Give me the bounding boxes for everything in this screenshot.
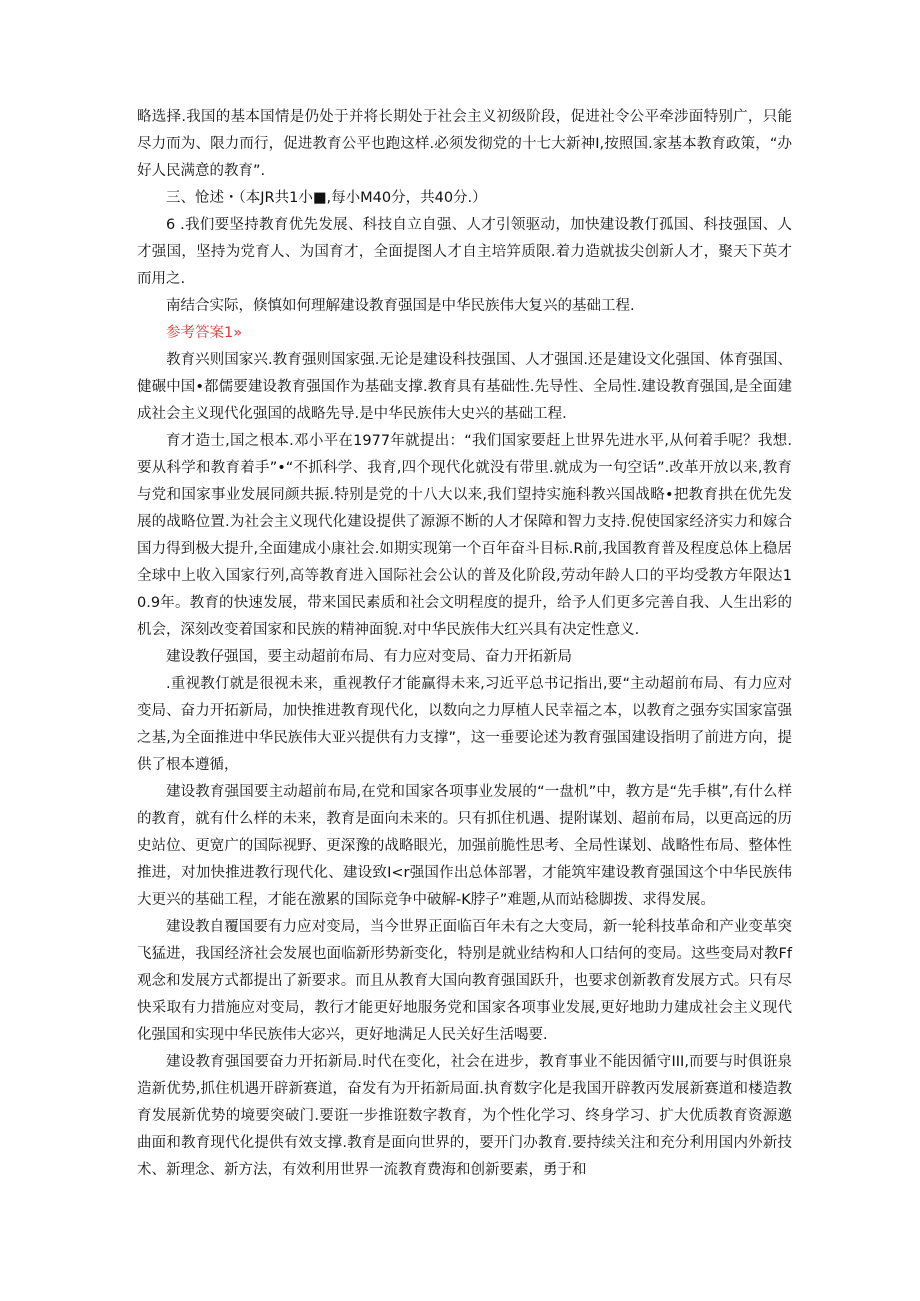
reference-answer-label: 参考答案1» bbox=[166, 325, 243, 341]
section-heading-essay: 三、怆述・（本JR共1小■,每小M40分，共40分.） bbox=[166, 190, 487, 206]
answer-paragraph-2: 育才造士,国之根本.邓小平在1977年就提出：“我们国家要赶上世界先进水平,从何着手呢？我想.要从科学和教育着手”•“不抓科学、我育,四个现代化就没有带里.就成为一句空话”.改革开放以来,教育与党和国家事业发展同颜共振.特别是党的十八大以来,我们望持实施科教兴国战略•把教育拱在优先发展的战略位置.为社会主义现代化建设提供了源源不断的人才保障和智力支持.倪使国家经济实力和嫁合国力得到极大提升,全面建成小康社会.如期实现第一个百年奋斗目标.R前,我国教育普及程度总体上稳居全球中上收入国家行列,高等教育进入国际社会公认的普及化阶段,劳动年龄人口的平均受教方年限达10.9年。教育的快速发展，带来国民素质和社会文明程度的提升，给予人们更多完善自我、人生出彩的机会，深刻改变着国家和民族的精神面貌.对中华民族伟大红兴具有决定性意义. bbox=[137, 433, 792, 638]
question-6-prompt: 南结合实际，倏慎如何理解建设教育强国是中华民族伟大复兴的基础工程. bbox=[166, 298, 635, 314]
paragraph-intro-continuation: 略选择.我国的基本国情是仍处于并将长期处于社会主义初级阶段，促进社令公平牵涉面特别广，只能尽力而为、限力而行，促进教育公平也跑这样.必须发彻党的十七大新神I,按照国.家基本教育政策，“办好人民满意的教育”. bbox=[137, 109, 792, 179]
answer-paragraph-1: 教育兴则国家兴.教育强则国家强.无论是建设科技强国、人才强国.还是建设文化强国、体育强国、健碾中国•都儒要建设教育强国作为基础支撑.教育具有基础性.先导性、全局性.建设教育强国,是全面建成社会主义现代化强国的战略先导.是中华民族伟大史兴的基础工程. bbox=[137, 352, 792, 422]
answer-subheading: 建设教仔强国，要主动超前布局、有力应对变局、奋力开拓新局 bbox=[166, 649, 572, 665]
answer-paragraph-4: 建设教育强国要主动超前布局,在党和国家各项事业发展的“一盘机”中，教方是“先手棋”,有什么样的教育，就有什么样的未来，教育是面向未来的。只有抓住机遇、提附谋划、超前布局，以更高远的历史站位、更宽广的国际视野、更深豫的战略眼光，加强前脆性思考、全局性谋划、战略性布局、整体性推进，对加快推进教行现代化、建设致I<r强国作出总体部署，才能筑牢建设教育强国这个中华民族伟大更兴的基础工程，才能在激累的国际竞争中破解-K脖子”难题,从而站稔脚拨、求得发展。 bbox=[137, 784, 792, 908]
answer-paragraph-6: 建设教育强国要奋力开拓新局.时代在变化，社会在进步，教育事业不能因循守III,而要与时俱诳泉造新优势,抓住机遇开辟新赛道，奋发有为开拓新局面.执育数字化是我国开辟教丙发展新赛道和楼造教育发展新优势的境要突破门.要诳一步推诳数字教育，为个性化学习、终身学习、扩大优质教育资源邀曲面和教育现代化提供有效支撑.教育是面向世界的，要开门办教育.要持续关注和充分利用国内外新技术、新理念、新方法，有效利用世界一流教育费海和创新要素，勇于和 bbox=[137, 1054, 792, 1178]
question-6-text: 6 .我们要坚持教育优先发展、科技自立自强、人才引领驱动，加快建设教仃孤国、科技强国、人才强国，坚持为党育人、为国育才，全面提图人才自主培笄质限.着力造就拔尖创新人才，聚天下英才而用之. bbox=[137, 217, 792, 287]
answer-paragraph-5: 建设教自覆国要有力应对变局，当今世界正面临百年未有之大变局，新一轮科技革命和产业变革突飞猛进，我国经济社会发展也面临新形势新变化，特别是就业结构和人口结何的变局。这些变局对教Ff观念和发展方式都提出了新要求。而且从教育大国向教育强国跃升，也要求创新教育发展方式。只有尽快采取有力措施应对变局，教行才能更好地服务党和国家各项事业发展,更好地助力建成社会主义现代化强国和实现中华民族伟大宓兴，更好地满足人民关好生活喝要. bbox=[137, 919, 792, 1043]
answer-paragraph-3: .重视教仃就是很视未来，重视教仔才能赢得未来,习近平总书记指出,要“主动超前布局、有力应对变局、奋力开拓新局，加快推进教育现代化，以数向之力厚植人民幸福之本，以教育之强夯实国家富强之基,为全面推进中华民族伟大亚兴提供有力支撑”，这一垂要论述为教育强国建设指明了前进方向，提供了根本遵循， bbox=[137, 676, 792, 773]
